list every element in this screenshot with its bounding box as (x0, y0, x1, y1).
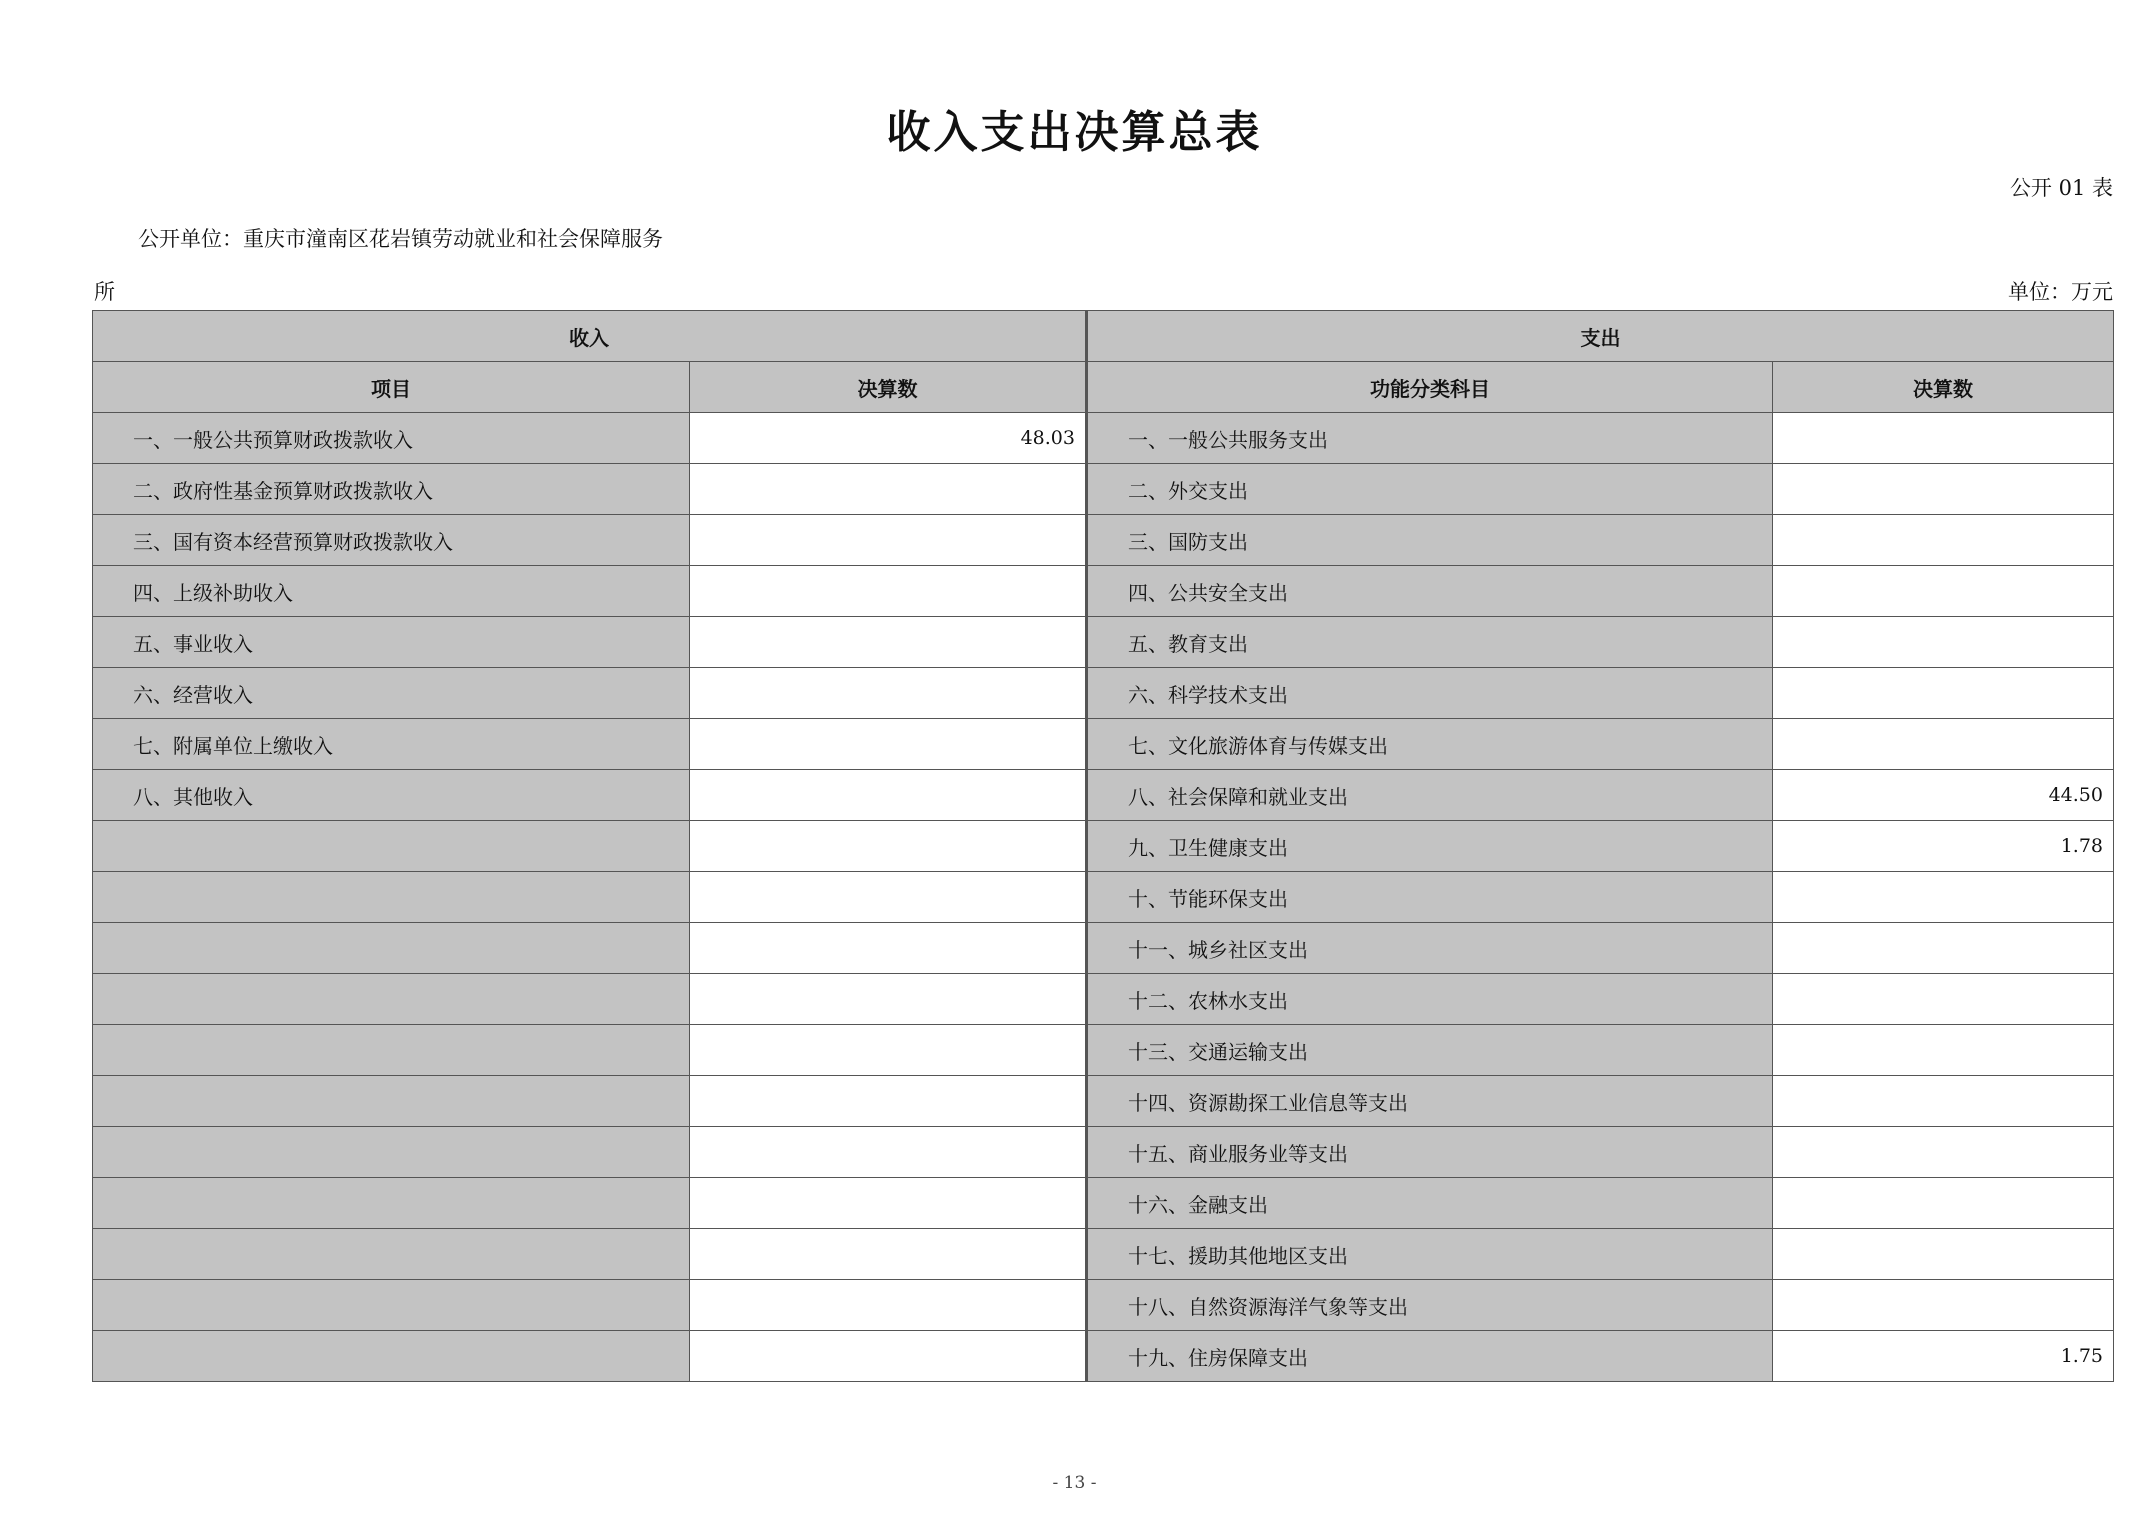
income-item-cell (93, 1178, 690, 1229)
table-row (93, 668, 2114, 719)
income-header: 收入 (93, 311, 1087, 362)
expense-amount-cell: 1.75 (1773, 1331, 2114, 1382)
expense-item-header: 功能分类科目 (1087, 362, 1773, 413)
income-amount-cell (690, 1331, 1087, 1382)
expense-amount-cell (1773, 1076, 2114, 1127)
income-amount-cell (690, 617, 1087, 668)
expense-item-cell: 十一、城乡社区支出 (1087, 923, 1773, 974)
income-item-cell (93, 1127, 690, 1178)
table-row (93, 566, 2114, 617)
expense-item-cell: 十、节能环保支出 (1087, 872, 1773, 923)
income-item-cell: 一、一般公共预算财政拨款收入 (93, 413, 690, 464)
income-item-header: 项目 (93, 362, 690, 413)
expense-item-cell: 十二、农林水支出 (1087, 974, 1773, 1025)
income-item-cell (93, 821, 690, 872)
expense-amount-cell: 44.50 (1773, 770, 2114, 821)
expense-amount-cell (1773, 1229, 2114, 1280)
expense-amount-cell (1773, 974, 2114, 1025)
expense-item-cell: 五、教育支出 (1087, 617, 1773, 668)
income-amount-cell (690, 719, 1087, 770)
income-amount-cell (690, 821, 1087, 872)
income-item-cell: 八、其他收入 (93, 770, 690, 821)
income-item-cell (93, 1025, 690, 1076)
income-item-cell (93, 1331, 690, 1382)
header-row-group (93, 311, 2114, 362)
income-amount-cell (690, 1127, 1087, 1178)
expense-item-cell: 十六、金融支出 (1087, 1178, 1773, 1229)
expense-item-cell: 九、卫生健康支出 (1087, 821, 1773, 872)
income-amount-cell (690, 1178, 1087, 1229)
expense-item-cell: 八、社会保障和就业支出 (1087, 770, 1773, 821)
income-amount-cell (690, 1280, 1087, 1331)
income-amount-cell (690, 923, 1087, 974)
income-amount-header: 决算数 (690, 362, 1087, 413)
expense-item-cell: 十九、住房保障支出 (1087, 1331, 1773, 1382)
table-row (93, 413, 2114, 464)
form-number: 公开 01 表 (2009, 176, 2113, 200)
income-amount-cell (690, 1076, 1087, 1127)
expense-amount-header: 决算数 (1773, 362, 2114, 413)
income-amount-cell (690, 1025, 1087, 1076)
expense-item-cell: 十七、援助其他地区支出 (1087, 1229, 1773, 1280)
reporting-unit-tail: 所 (94, 280, 115, 304)
income-item-cell (93, 1076, 690, 1127)
income-expense-table (92, 310, 2114, 1382)
expense-item-cell: 十四、资源勘探工业信息等支出 (1087, 1076, 1773, 1127)
expense-item-cell: 四、公共安全支出 (1087, 566, 1773, 617)
expense-amount-cell (1773, 1280, 2114, 1331)
income-amount-cell (690, 872, 1087, 923)
currency-unit: 单位：万元 (2008, 280, 2113, 304)
income-item-cell: 七、附属单位上缴收入 (93, 719, 690, 770)
income-item-cell (93, 923, 690, 974)
expense-item-cell: 二、外交支出 (1087, 464, 1773, 515)
table-row (93, 1331, 2114, 1382)
table-body (93, 311, 2114, 1382)
income-item-cell (93, 1280, 690, 1331)
expense-amount-cell (1773, 413, 2114, 464)
table-row (93, 464, 2114, 515)
table-row (93, 974, 2114, 1025)
expense-amount-cell: 1.78 (1773, 821, 2114, 872)
expense-amount-cell (1773, 668, 2114, 719)
table-row (93, 1025, 2114, 1076)
expense-amount-cell (1773, 1127, 2114, 1178)
income-amount-cell (690, 566, 1087, 617)
income-amount-cell (690, 464, 1087, 515)
expense-amount-cell (1773, 1025, 2114, 1076)
expense-amount-cell (1773, 719, 2114, 770)
table-row (93, 719, 2114, 770)
table-row (93, 872, 2114, 923)
table-row (93, 617, 2114, 668)
expense-item-cell: 十三、交通运输支出 (1087, 1025, 1773, 1076)
page-title: 收入支出决算总表 (886, 107, 1263, 158)
income-amount-cell (690, 770, 1087, 821)
expense-amount-cell (1773, 872, 2114, 923)
table-row (93, 1076, 2114, 1127)
expense-amount-cell (1773, 566, 2114, 617)
income-item-cell: 三、国有资本经营预算财政拨款收入 (93, 515, 690, 566)
expense-item-cell: 一、一般公共服务支出 (1087, 413, 1773, 464)
income-amount-cell: 48.03 (690, 413, 1087, 464)
expense-amount-cell (1773, 617, 2114, 668)
table-row (93, 1280, 2114, 1331)
table-row (93, 1127, 2114, 1178)
table-row (93, 1229, 2114, 1280)
table-row (93, 1178, 2114, 1229)
expense-item-cell: 三、国防支出 (1087, 515, 1773, 566)
income-item-cell (93, 974, 690, 1025)
expense-amount-cell (1773, 923, 2114, 974)
expense-item-cell: 十八、自然资源海洋气象等支出 (1087, 1280, 1773, 1331)
income-amount-cell (690, 974, 1087, 1025)
table-row (93, 515, 2114, 566)
table-row (93, 923, 2114, 974)
expense-item-cell: 十五、商业服务业等支出 (1087, 1127, 1773, 1178)
table-row (93, 821, 2114, 872)
expense-header: 支出 (1087, 311, 2114, 362)
income-amount-cell (690, 1229, 1087, 1280)
income-amount-cell (690, 515, 1087, 566)
reporting-unit: 公开单位：重庆市潼南区花岩镇劳动就业和社会保障服务 (138, 227, 663, 251)
income-item-cell: 六、经营收入 (93, 668, 690, 719)
expense-amount-cell (1773, 464, 2114, 515)
income-item-cell: 四、上级补助收入 (93, 566, 690, 617)
expense-amount-cell (1773, 1178, 2114, 1229)
income-item-cell: 二、政府性基金预算财政拨款收入 (93, 464, 690, 515)
income-amount-cell (690, 668, 1087, 719)
expense-item-cell: 六、科学技术支出 (1087, 668, 1773, 719)
income-item-cell: 五、事业收入 (93, 617, 690, 668)
page-number: - 13 - (1052, 1473, 1097, 1493)
income-item-cell (93, 1229, 690, 1280)
income-item-cell (93, 872, 690, 923)
header-row-columns (93, 362, 2114, 413)
expense-item-cell: 七、文化旅游体育与传媒支出 (1087, 719, 1773, 770)
table-row (93, 770, 2114, 821)
expense-amount-cell (1773, 515, 2114, 566)
